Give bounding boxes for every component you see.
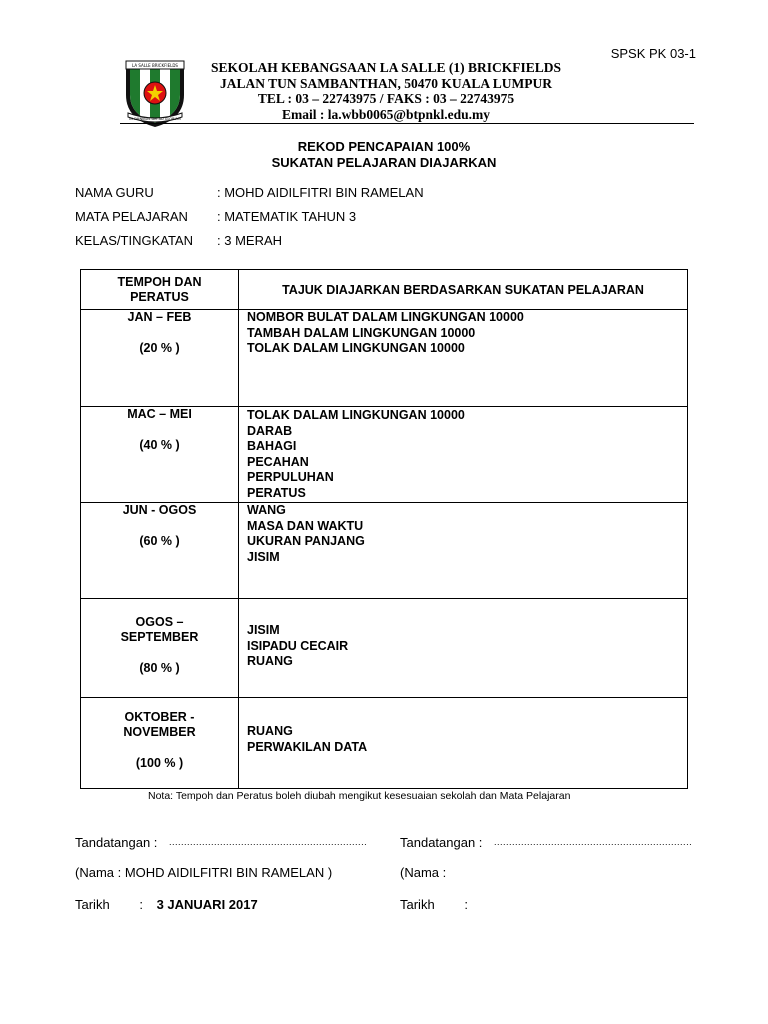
period-percent: (80 % ) <box>139 661 180 675</box>
period-label: JUN - OGOS <box>122 503 197 517</box>
right-date-line <box>400 897 468 913</box>
period-label: OKTOBER - <box>124 710 195 724</box>
topic-item: MASA DAN WAKTU <box>247 518 364 533</box>
document-code: SPSK PK 03-1 <box>610 46 696 61</box>
topic-item: UKURAN PANJANG <box>247 534 365 548</box>
title-line-2: SUKATAN PELAJARAN DIAJARKAN <box>271 155 497 170</box>
topic-item: TOLAK DALAM LINGKUNGAN 10000 <box>247 408 465 422</box>
period-cell <box>81 407 239 503</box>
period-cell <box>81 310 239 407</box>
left-sign-line <box>75 834 367 851</box>
period-percent: (20 % ) <box>139 341 180 355</box>
info-row-teacher <box>75 185 424 209</box>
sign-dots: .................................................................. <box>169 837 368 847</box>
topic-item: JISIM <box>247 549 280 564</box>
topic-item: PECAHAN <box>247 454 309 469</box>
school-phone: TEL : 03 – 22743975 / FAKS : 03 – 22743975 <box>257 91 515 106</box>
topic-item: RUANG <box>247 654 293 668</box>
right-name-line: (Nama : <box>400 865 447 880</box>
info-value: : MATEMATIK TAHUN 3 <box>217 209 357 224</box>
topic-item: NOMBOR BULAT DALAM LINGKUNGAN 10000 <box>247 310 524 324</box>
topic-item: ISIPADU CECAIR <box>247 638 349 653</box>
table-row <box>81 407 688 503</box>
sign-label: Tandatangan : <box>75 835 158 850</box>
footnote: Nota: Tempoh dan Peratus boleh diubah mengikut kesesuaian sekolah dan Mata Pelajaran <box>148 790 571 802</box>
topic-item: WANG <box>247 503 286 517</box>
school-address: JALAN TUN SAMBANTHAN, 50470 KUALA LUMPUR <box>219 75 552 91</box>
period-label: NOVEMBER <box>123 725 196 739</box>
info-label: MATA PELAJARAN <box>75 209 188 224</box>
topic-item: TOLAK DALAM LINGKUNGAN 10000 <box>247 341 465 355</box>
period-label: OGOS – <box>135 615 184 629</box>
date-colon: : <box>139 897 143 912</box>
period-cell <box>81 503 239 599</box>
header-divider <box>120 123 694 124</box>
info-row-class <box>75 233 424 257</box>
info-value: : MOHD AIDILFITRI BIN RAMELAN <box>217 185 424 200</box>
period-label: MAC – MEI <box>127 407 192 421</box>
period-cell <box>81 599 239 698</box>
period-percent: (100 % ) <box>135 756 184 770</box>
header-period <box>81 270 239 310</box>
period-label: JAN – FEB <box>127 310 192 324</box>
info-label: KELAS/TINGKATAN <box>75 233 193 248</box>
header-period-line-2: PERATUS <box>130 289 189 304</box>
syllabus-table <box>80 269 688 789</box>
topic-item: PERPULUHAN <box>247 470 334 484</box>
table-header-row <box>81 270 688 310</box>
table-row <box>81 698 688 789</box>
topic-item: PERWAKILAN DATA <box>247 739 368 754</box>
topics-cell <box>239 407 688 503</box>
period-cell <box>81 698 239 789</box>
school-email: Email : la.wbb0065@btpnkl.edu.my <box>282 106 490 122</box>
topic-item: RUANG <box>247 724 293 738</box>
period-percent: (40 % ) <box>139 438 180 452</box>
left-name-line: (Nama : MOHD AIDILFITRI BIN RAMELAN ) <box>75 865 333 880</box>
sign-label: Tandatangan : <box>400 835 483 850</box>
topics-cell <box>239 503 688 599</box>
school-header <box>196 60 576 122</box>
date-value: 3 JANUARI 2017 <box>156 897 258 912</box>
topic-item: BAHAGI <box>247 439 297 453</box>
table-row <box>81 310 688 407</box>
date-label: Tarikh <box>400 897 435 912</box>
period-label: SEPTEMBER <box>120 630 199 644</box>
title-line-1: REKOD PENCAPAIAN 100% <box>297 139 471 154</box>
topic-item: PERATUS <box>247 485 306 500</box>
header-period-line-1: TEMPOH DAN <box>117 274 202 289</box>
info-block <box>75 185 424 257</box>
left-date-line <box>75 897 258 913</box>
date-colon: : <box>464 897 468 912</box>
info-label: NAMA GURU <box>75 185 154 200</box>
table-row <box>81 503 688 599</box>
school-name: SEKOLAH KEBANGSAAN LA SALLE (1) BRICKFIELDS <box>211 60 561 75</box>
topic-item: TAMBAH DALAM LINGKUNGAN 10000 <box>247 325 476 340</box>
right-sign-line <box>400 834 692 851</box>
date-label: Tarikh <box>75 897 110 912</box>
sign-dots: .................................................................. <box>494 837 693 847</box>
document-title <box>0 139 768 171</box>
period-percent: (60 % ) <box>139 534 180 548</box>
logo-top-text: LA SALLE BRICKFIELDS <box>132 63 178 68</box>
topic-item: DARAB <box>247 423 293 438</box>
topic-item: JISIM <box>247 623 280 637</box>
topics-cell <box>239 698 688 789</box>
info-row-subject <box>75 209 424 233</box>
topics-cell <box>239 599 688 698</box>
topics-cell <box>239 310 688 407</box>
logo-bottom-text: IN OMNIBUS DEI AD GLORIAM <box>129 117 181 121</box>
school-crest-logo <box>122 57 188 127</box>
header-topics: TAJUK DIAJARKAN BERDASARKAN SUKATAN PELAJARAN <box>239 270 688 310</box>
info-value: : 3 MERAH <box>217 233 283 248</box>
table-row <box>81 599 688 698</box>
